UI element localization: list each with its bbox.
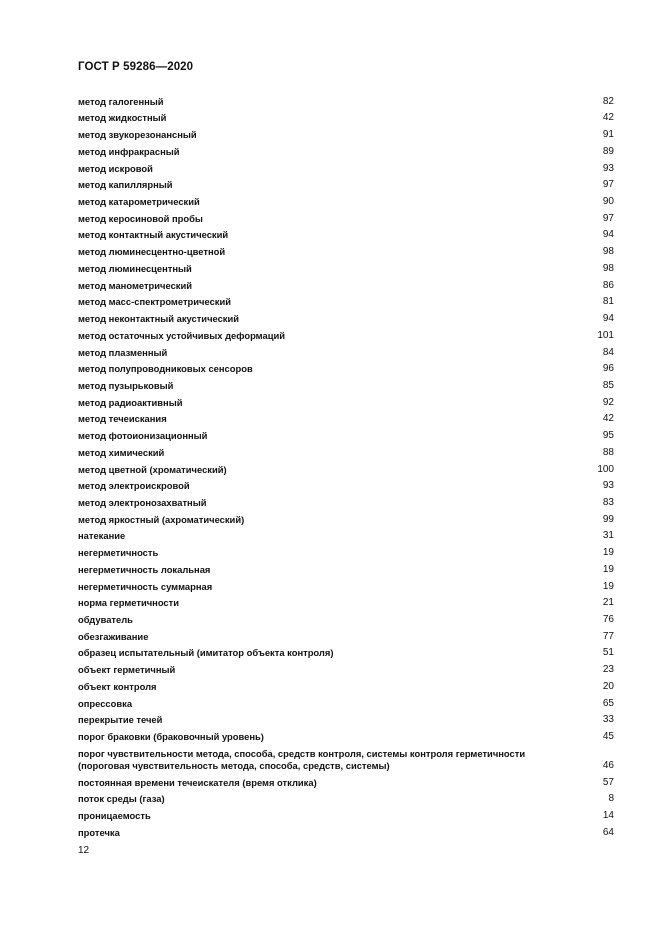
index-page-ref: 84 [602, 346, 614, 358]
index-term: перекрытие течей [78, 714, 163, 726]
index-term: метод электроискровой [78, 480, 190, 492]
index-term: метод контактный акустический [78, 229, 229, 241]
index-page-ref: 93 [602, 162, 614, 174]
index-page-ref: 19 [602, 563, 614, 575]
index-term: метод полупроводниковых сенсоров [78, 363, 253, 375]
index-entry [78, 191, 614, 208]
index-page-ref: 88 [602, 446, 614, 458]
index-term: метод масс-спектрометрический [78, 296, 232, 308]
index-entry [78, 392, 614, 409]
index-term: протечка [78, 826, 120, 838]
index-entry [78, 726, 614, 743]
index-page-ref: 42 [602, 112, 614, 124]
page-number: 12 [78, 845, 90, 856]
index-term: метод пузырьковый [78, 379, 174, 391]
index-page-ref: 57 [602, 776, 614, 788]
index-entry [78, 442, 614, 459]
index-page-ref: 51 [602, 647, 614, 659]
index-page-ref: 42 [602, 413, 614, 425]
index-page-ref: 97 [602, 212, 614, 224]
index-page-ref: 46 [602, 760, 614, 772]
index-entry [78, 124, 614, 141]
document-header: ГОСТ Р 59286—2020 [78, 61, 194, 73]
index-term: метод звукорезонансный [78, 129, 197, 141]
index-entry [78, 559, 614, 576]
index-term: метод плазменный [78, 346, 168, 358]
index-entry [78, 359, 614, 376]
index-term: постоянная времени течеискателя (время отклика) [78, 776, 317, 788]
index-entry [78, 425, 614, 442]
index-entry [78, 609, 614, 626]
index-page-ref: 98 [602, 262, 614, 274]
index-entry [78, 275, 614, 292]
index-term: метод течеискания [78, 413, 167, 425]
index-page-ref: 95 [602, 430, 614, 442]
index-term: негерметичность [78, 547, 159, 559]
index-entry [78, 693, 614, 710]
index-term: негерметичность суммарная [78, 580, 213, 592]
index-entry [78, 459, 614, 476]
index-page-ref: 91 [602, 129, 614, 141]
index-list [78, 91, 614, 839]
index-term: обезгаживание [78, 630, 149, 642]
index-term: метод химический [78, 446, 165, 458]
index-entry [78, 492, 614, 509]
index-entry [78, 789, 614, 806]
index-page-ref: 100 [597, 463, 614, 475]
index-page-ref: 90 [602, 196, 614, 208]
index-entry [78, 308, 614, 325]
index-entry [78, 805, 614, 822]
index-term: метод радиоактивный [78, 396, 183, 408]
index-entry [78, 509, 614, 526]
index-term: метод галогенный [78, 95, 164, 107]
index-term: проницаемость [78, 810, 151, 822]
index-term: метод неконтактный акустический [78, 313, 240, 325]
index-entry [78, 643, 614, 660]
index-term: норма герметичности [78, 597, 179, 609]
index-term: метод цветной (хроматический) [78, 463, 227, 475]
index-page-ref: 65 [602, 697, 614, 709]
index-term: метод катарометрический [78, 196, 200, 208]
index-page-ref: 101 [597, 329, 614, 341]
index-entry [78, 772, 614, 789]
index-page-ref: 81 [602, 296, 614, 308]
index-term: метод инфракрасный [78, 145, 180, 157]
index-term: объект контроля [78, 680, 157, 692]
index-entry [78, 593, 614, 610]
index-entry [78, 710, 614, 727]
index-entry [78, 743, 614, 772]
index-page-ref: 64 [602, 826, 614, 838]
index-term: обдуватель [78, 614, 133, 625]
index-page-ref: 19 [602, 580, 614, 592]
index-page-ref: 89 [602, 145, 614, 157]
index-page-ref: 76 [602, 614, 614, 625]
index-page-ref: 94 [602, 313, 614, 325]
index-entry [78, 526, 614, 543]
index-term: объект герметичный [78, 664, 176, 676]
index-page-ref: 23 [602, 664, 614, 676]
index-term: метод фотоионизационный [78, 430, 208, 442]
index-entry [78, 158, 614, 175]
index-entry [78, 542, 614, 559]
index-entry [78, 258, 614, 275]
index-entry [78, 108, 614, 125]
index-page-ref: 19 [602, 547, 614, 559]
index-entry [78, 822, 614, 839]
index-page-ref: 33 [602, 714, 614, 726]
index-page-ref: 14 [602, 810, 614, 822]
index-page-ref: 21 [602, 597, 614, 609]
index-term: метод яркостный (ахроматический) [78, 513, 245, 525]
index-page-ref: 45 [602, 731, 614, 743]
index-entry [78, 175, 614, 192]
index-entry [78, 225, 614, 242]
index-term: поток среды (газа) [78, 793, 165, 805]
index-entry [78, 676, 614, 693]
index-entry [78, 375, 614, 392]
index-page-ref: 98 [602, 246, 614, 258]
index-term: метод манометрический [78, 279, 193, 291]
index-entry [78, 342, 614, 359]
index-page-ref: 93 [602, 480, 614, 492]
index-term: метод остаточных устойчивых деформаций [78, 329, 285, 341]
index-entry [78, 659, 614, 676]
index-entry [78, 476, 614, 493]
index-page-ref: 99 [602, 513, 614, 525]
index-page-ref: 82 [602, 95, 614, 107]
index-term: образец испытательный (имитатор объекта контроля) [78, 647, 334, 659]
index-term: метод керосиновой пробы [78, 212, 203, 224]
index-term: порог браковки (браковочный уровень) [78, 731, 264, 743]
index-page-ref: 77 [602, 630, 614, 642]
index-term: метод жидкостный [78, 112, 167, 124]
index-page-ref: 92 [602, 396, 614, 408]
index-entry [78, 91, 614, 108]
index-entry [78, 576, 614, 593]
index-page-ref: 8 [608, 793, 614, 805]
index-entry [78, 292, 614, 309]
index-term: метод люминесцентно-цветной [78, 246, 226, 258]
index-term: негерметичность локальная [78, 563, 211, 575]
index-term: опрессовка [78, 697, 133, 709]
index-page-ref: 83 [602, 496, 614, 508]
index-term: метод капиллярный [78, 179, 173, 191]
index-entry [78, 141, 614, 158]
index-entry [78, 626, 614, 643]
index-page-ref: 86 [602, 279, 614, 291]
index-page-ref: 97 [602, 179, 614, 191]
index-entry [78, 208, 614, 225]
index-term: натекание [78, 530, 126, 542]
index-term: метод люминесцентный [78, 262, 192, 274]
index-entry [78, 325, 614, 342]
index-page-ref: 96 [602, 363, 614, 375]
index-entry [78, 241, 614, 258]
index-page-ref: 94 [602, 229, 614, 241]
index-term: порог чувствительности метода, способа, средств контроля, системы контроля герметичности (пороговая чувствительность метода, способа, средств, системы) [78, 748, 526, 772]
index-page-ref: 85 [602, 379, 614, 391]
index-entry [78, 409, 614, 426]
index-term: метод искровой [78, 162, 153, 174]
index-page-ref: 31 [602, 530, 614, 542]
index-page-ref: 20 [602, 680, 614, 692]
index-term: метод электронозахватный [78, 496, 207, 508]
